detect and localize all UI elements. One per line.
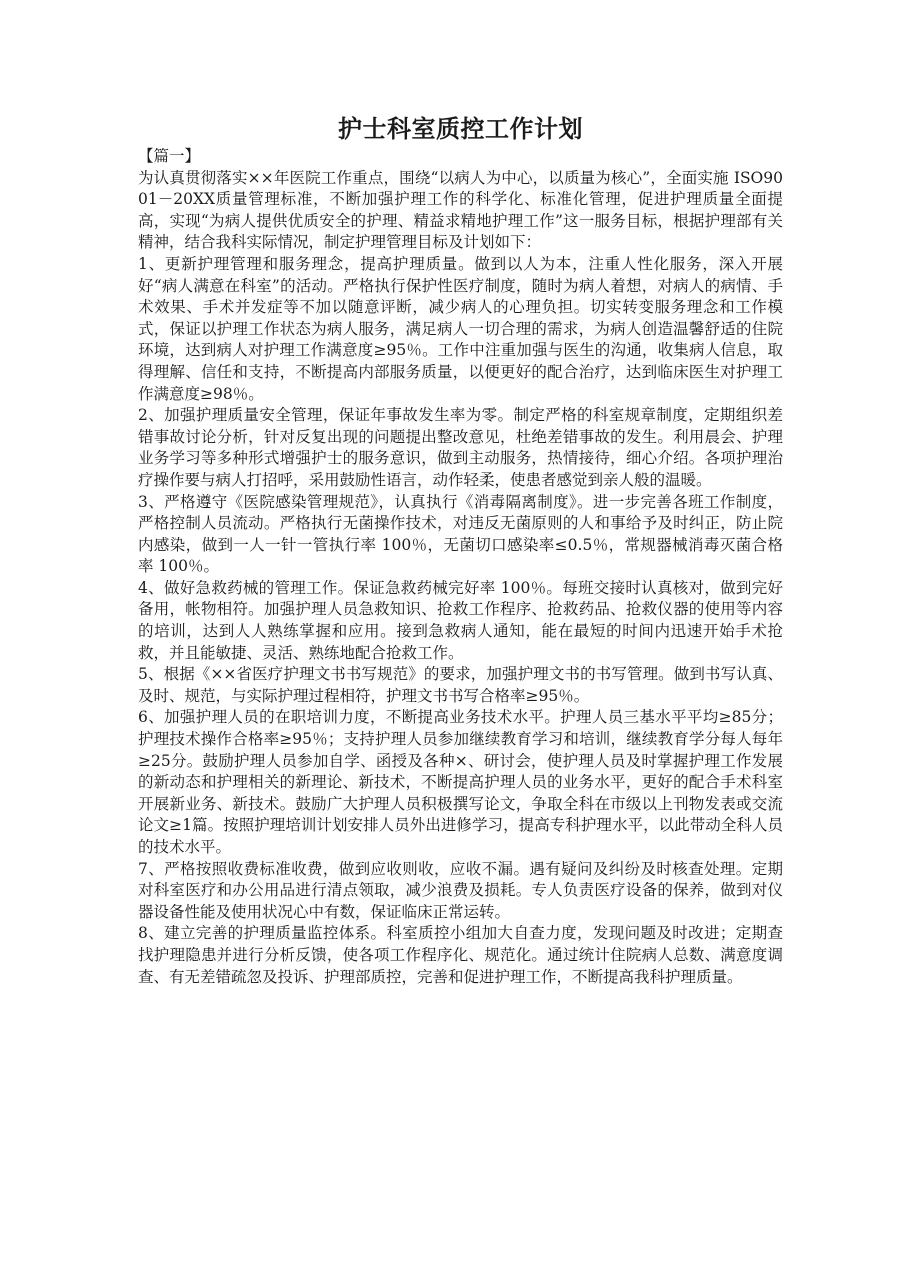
- paragraph-item-4: 4、做好急救药械的管理工作。保证急救药械完好率 100％。每班交接时认真核对，做到完好备用，帐物相符。加强护理人员急救知识、抢救工作程序、抢救药品、抢救仪器的使用等内容的培训，达到人人熟练掌握和应用。接到急救病人通知，能在最短的时间内迅速开始手术抢救，并且能敏捷、灵活、熟练地配合抢救工作。: [138, 578, 783, 662]
- paragraph-item-2: 2、加强护理质量安全管理，保证年事故发生率为零。制定严格的科室规章制度，定期组织差错事故讨论分析，针对反复出现的问题提出整改意见，杜绝差错事故的发生。利用晨会、护理业务学习等多种形式增强护士的服务意识，做到主动服务，热情接待，细心介绍。各项护理治疗操作要与病人打招呼，采用鼓励性语言，动作轻柔，使患者感觉到亲人般的温暖。: [138, 406, 783, 489]
- paragraph-item-1: 1、更新护理管理和服务理念，提高护理质量。做到以人为本，注重人性化服务，深入开展好“病人满意在科室”的活动。严格执行保护性医疗制度，随时为病人着想，对病人的病情、手术效果、手术并发症等不加以随意评断，减少病人的心理负担。切实转变服务理念和工作模式，保证以护理工作状态为病人服务，满足病人一切合理的需求，为病人创造温馨舒适的住院环境，达到病人对护理工作满意度≥95％。工作中注重加强与医生的沟通，收集病人信息，取得理解、信任和支持，不断提高内部服务质量，以便更好的配合治疗，达到临床医生对护理工作满意度≥98％。: [138, 254, 783, 403]
- paragraph-item-5: 5、根据《××省医疗护理文书书写规范》的要求，加强护理文书的书写管理。做到书写认真、及时、规范，与实际护理过程相符，护理文书书写合格率≥95％。: [138, 665, 783, 705]
- document-title: 护士科室质控工作计划: [338, 115, 583, 143]
- paragraph-item-3: 3、严格遵守《医院感染管理规范》，认真执行《消毒隔离制度》。进一步完善各班工作制度，严格控制人员流动。严格执行无菌操作技术，对违反无菌原则的人和事给予及时纠正，防止院内感染，做到一人一针一管执行率 100％，无菌切口感染率≤0.5％，常规器械消毒灭菌合格率 100％。: [138, 492, 783, 576]
- section-label: 【篇一】: [138, 147, 201, 165]
- paragraph-item-7: 7、严格按照收费标准收费，做到应收则收，应收不漏。遇有疑问及纠纷及时核查处理。定期对科室医疗和办公用品进行清点领取，减少浪费及损耗。专人负责医疗设备的保养，做到对仪器设备性能及使用状况心中有数，保证临床正常运转。: [138, 859, 783, 921]
- paragraph-intro: 为认真贯彻落实××年医院工作重点，围绕“以病人为中心，以质量为核心”，全面实施 ISO9001－20XX质量管理标准，不断加强护理工作的科学化、标准化管理，促进护理质量全面提高，实现“为病人提供优质安全的护理、精益求精地护理工作”这一服务目标，根据护理部有关精神，结合我科实际情况，制定护理管理目标及计划如下：: [138, 168, 783, 252]
- paragraph-item-8: 8、建立完善的护理质量监控体系。科室质控小组加大自查力度，发现问题及时改进；定期查找护理隐患并进行分析反馈，使各项工作程序化、规范化。通过统计住院病人总数、满意度调查、有无差错疏忽及投诉、护理部质控，完善和促进护理工作，不断提高我科护理质量。: [138, 924, 783, 986]
- document-page: [138, 112, 783, 988]
- paragraph-item-6: 6、加强护理人员的在职培训力度，不断提高业务技术水平。护理人员三基水平平均≥85分；护理技术操作合格率≥95％；支持护理人员参加继续教育学习和培训，继续教育学分每人每年≥25分。鼓励护理人员参加自学、函授及各种×、研讨会，使护理人员及时掌握护理工作发展的新动态和护理相关的新理论、新技术，不断提高护理人员的业务水平，更好的配合手术科室开展新业务、新技术。鼓励广大护理人员积极撰写论文，争取全科在市级以上刊物发表或交流论文≥1篇。按照护理培训计划安排人员外出进修学习，提高专科护理水平，以此带动全科人员的技术水平。: [138, 708, 783, 856]
